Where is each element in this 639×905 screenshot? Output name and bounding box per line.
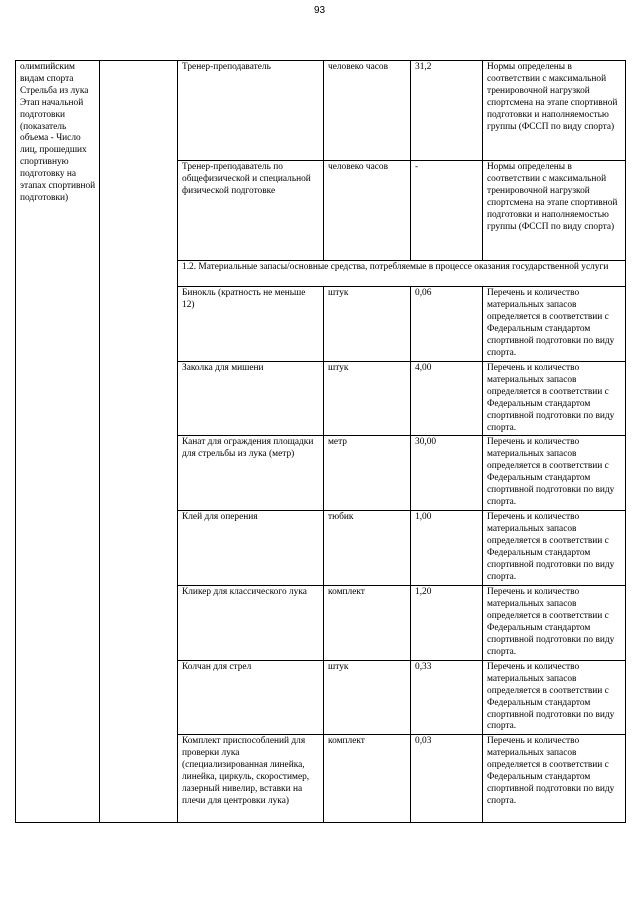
item-note: Перечень и количество материальных запасов определяется в соответствии с Федеральным стандартом спортивной подготовки по виду спорта. bbox=[483, 287, 626, 362]
item-unit: человеко часов bbox=[324, 161, 411, 261]
item-note: Перечень и количество материальных запасов определяется в соответствии с Федеральным стандартом спортивной подготовки по виду спорта. bbox=[483, 586, 626, 660]
page-number: 93 bbox=[313, 5, 326, 16]
item-name: Тренер-преподаватель по общефизической и специальной физической подготовке bbox=[178, 161, 324, 261]
item-value: 0,06 bbox=[411, 287, 483, 362]
item-note: Перечень и количество материальных запасов определяется в соответствии с Федеральным стандартом спортивной подготовки по виду спорта. bbox=[483, 735, 626, 823]
item-unit: штук bbox=[324, 362, 411, 436]
item-name: Канат для ограждения площадки для стрельбы из лука (метр) bbox=[178, 436, 324, 511]
item-unit: тюбик bbox=[324, 511, 411, 586]
item-value: - bbox=[411, 161, 483, 261]
item-unit: комплект bbox=[324, 586, 411, 660]
service-description-cell: олимпийским видам спорта Стрельба из лука Этап начальной подготовки (показатель объема - Число лиц, прошедших спортивную подготовку на этапах спортивной подготовки) bbox=[16, 61, 100, 823]
item-unit: метр bbox=[324, 436, 411, 511]
item-note: Перечень и количество материальных запасов определяется в соответствии с Федеральным стандартом спортивной подготовки по виду спорта. bbox=[483, 436, 626, 511]
item-unit: штук bbox=[324, 660, 411, 734]
item-name: Кликер для классического лука bbox=[178, 586, 324, 660]
item-name: Комплект приспособлений для проверки лука (специализированная линейка, линейка, циркуль, скоростимер, лазерный нивелир, вставки на плечи для центровки лука) bbox=[178, 735, 324, 823]
section-title: 1.2. Материальные запасы/основные средства, потребляемые в процессе оказания государственной услуги bbox=[178, 261, 626, 287]
item-name: Клей для оперения bbox=[178, 511, 324, 586]
item-unit: комплект bbox=[324, 735, 411, 823]
item-note: Нормы определены в соответствии с максимальной тренировочной нагрузкой спортсмена на этапе спортивной подготовки и наполняемостью группы (ФССП по виду спорта) bbox=[483, 61, 626, 161]
item-value: 1,00 bbox=[411, 511, 483, 586]
item-name: Колчан для стрел bbox=[178, 660, 324, 734]
item-name: Бинокль (кратность не меньше 12) bbox=[178, 287, 324, 362]
empty-cell bbox=[100, 61, 178, 823]
item-value: 1,20 bbox=[411, 586, 483, 660]
item-value: 30,00 bbox=[411, 436, 483, 511]
item-note: Перечень и количество материальных запасов определяется в соответствии с Федеральным стандартом спортивной подготовки по виду спорта. bbox=[483, 511, 626, 586]
norms-table bbox=[15, 60, 626, 823]
item-note: Нормы определены в соответствии с максимальной тренировочной нагрузкой спортсмена на этапе спортивной подготовки и наполняемостью группы (ФССП по виду спорта) bbox=[483, 161, 626, 261]
item-value: 4,00 bbox=[411, 362, 483, 436]
item-value: 0,33 bbox=[411, 660, 483, 734]
item-note: Перечень и количество материальных запасов определяется в соответствии с Федеральным стандартом спортивной подготовки по виду спорта. bbox=[483, 660, 626, 734]
table-row bbox=[16, 61, 626, 161]
item-unit: штук bbox=[324, 287, 411, 362]
item-name: Тренер-преподаватель bbox=[178, 61, 324, 161]
item-value: 0,03 bbox=[411, 735, 483, 823]
item-note: Перечень и количество материальных запасов определяется в соответствии с Федеральным стандартом спортивной подготовки по виду спорта. bbox=[483, 362, 626, 436]
item-name: Заколка для мишени bbox=[178, 362, 324, 436]
item-value: 31,2 bbox=[411, 61, 483, 161]
item-unit: человеко часов bbox=[324, 61, 411, 161]
